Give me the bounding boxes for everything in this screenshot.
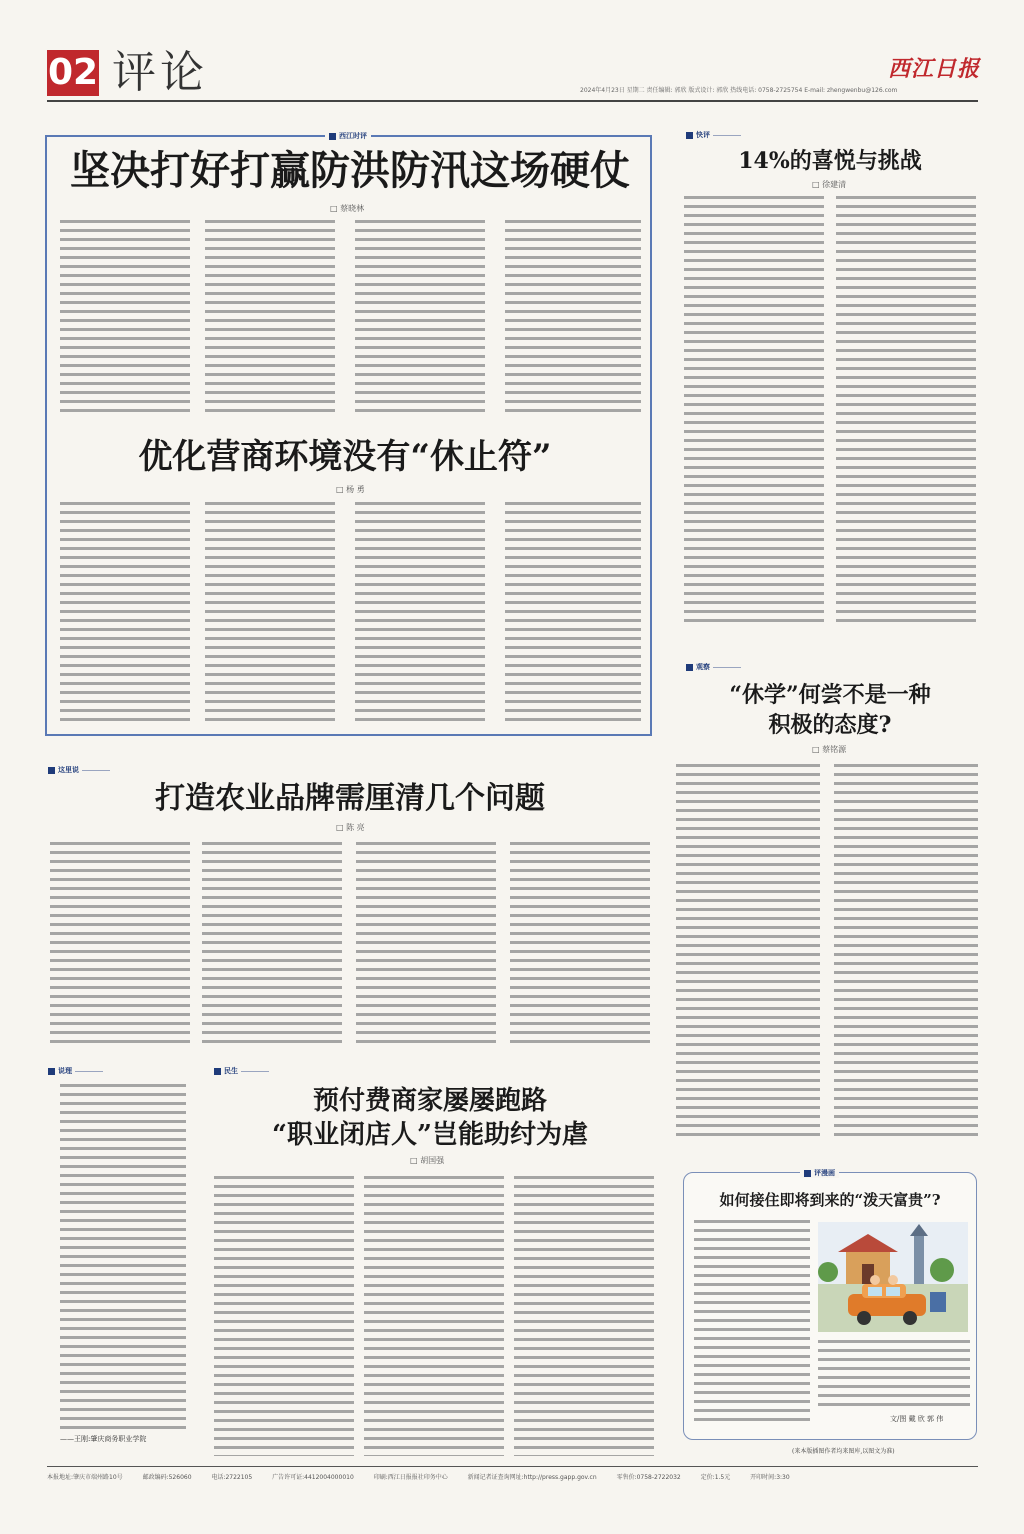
article-headline: “休学”何尝不是一种 [729,682,931,708]
article-body-column [60,502,190,724]
article-body-column [355,502,485,724]
tag-square-icon [48,1068,55,1075]
article-byline: □ 蔡铭源 [812,745,847,754]
article-body-column [684,196,824,628]
footer [47,1472,978,1481]
article-body-column [364,1176,504,1456]
article-body-column [205,502,335,724]
article-body-column [505,220,641,418]
article-byline: □ 蔡晓林 [330,204,365,213]
article-body-column [50,842,190,1048]
article-body-column [60,220,190,418]
tag-square-icon [686,132,693,139]
article-headline: 积极的态度? [768,712,892,738]
article-body-column [202,842,342,1048]
article-body-column [836,196,976,628]
footer-item: 广告许可证:4412004000010 [272,1474,354,1481]
article-headline: “职业闭店人”岂能助纣为虐 [272,1120,588,1150]
footer-item: 新闻记者证查询网址:http://press.gapp.gov.cn [467,1474,597,1481]
article-body-column [676,764,820,1142]
article-headline: 14%的喜悦与挑战 [738,148,922,174]
section-title: 评论 [112,47,208,98]
article-body-column [510,842,650,1048]
article-byline: □ 杨 勇 [336,485,365,494]
tag-square-icon [804,1170,811,1177]
footer-item: 零售价:0758-2722032 [616,1474,681,1481]
cartoon-illustration [818,1222,968,1332]
article-body-column [356,842,496,1048]
footer-item: 定价:1.5元 [700,1474,731,1481]
tag-square-icon [48,767,55,774]
article-byline: □ 胡国强 [410,1156,445,1165]
article-body-column [818,1340,970,1412]
tag-square-icon [686,664,693,671]
tag-square-icon [329,133,336,140]
page-number-badge: 02 [47,50,99,96]
article-body-column [60,1084,186,1430]
article-tag: 评漫画 [800,1168,839,1178]
article-byline: □ 陈 亮 [336,823,365,832]
article-body-column [355,220,485,418]
footer-item: 邮政编码:526060 [142,1474,192,1481]
article-headline: 预付费商家屡屡跑路 [312,1086,547,1116]
article-body-column [205,220,335,418]
issue-info-line: 2024年4月23日 星期二 责任编辑: 郭欣 版式设计: 郭欣 热线电话: 0758-2725754 E-mail: zhengwenbu@126.com [580,87,898,94]
cartoon-caption: 文/图 戴 欣 郭 伟 [890,1415,944,1423]
article-tag: 快评 [686,130,741,140]
article-headline: 优化营商环境没有“休止符” [138,437,552,477]
article-tag: 说理 [48,1066,103,1076]
footer-rule [47,1466,978,1467]
article-body-column [834,764,978,1142]
article-tag: 观察 [686,662,741,672]
newspaper-logo: 西江日报 [888,56,981,82]
article-headline: 如何接住即将到来的“泼天富贵”? [719,1191,941,1209]
article-headline: 打造农业品牌需厘清几个问题 [155,781,545,816]
article-body-column [214,1176,354,1456]
article-tag: 民生 [214,1066,269,1076]
article-byline: □ 徐建清 [812,180,847,189]
article-body-column [514,1176,654,1456]
article-body-column [694,1220,810,1424]
masthead-rule [47,100,978,102]
footer-item: 印刷:西江日报报社印务中心 [373,1474,448,1481]
article-signature: ——王刚:肇庆商务职业学院 [60,1435,147,1443]
tag-square-icon [214,1068,221,1075]
article-tag: 西江时评 [325,131,371,141]
footer-item: 本报地址:肇庆市端州路10号 [47,1474,123,1481]
article-headline: 坚决打好打赢防洪防汛这场硬仗 [70,147,630,194]
image-credit-note: (来本版插图作者均来图库,以图文为准) [792,1448,895,1455]
footer-item: 开印时间:3:30 [750,1474,790,1481]
footer-item: 电话:2722105 [211,1474,253,1481]
article-body-column [505,502,641,724]
article-tag: 这里说 [48,765,110,775]
